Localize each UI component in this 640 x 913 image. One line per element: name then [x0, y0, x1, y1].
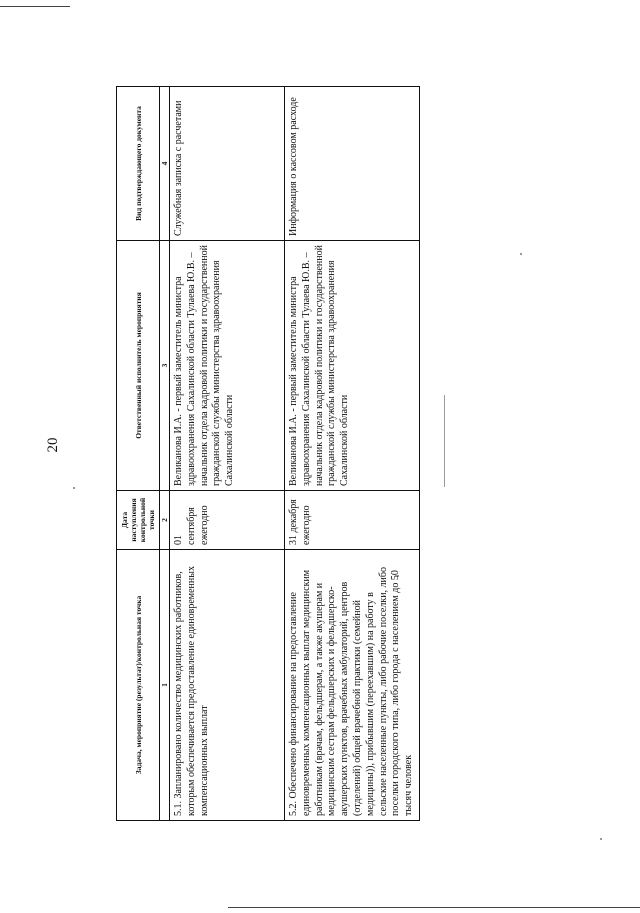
scan-edge-bottom: [228, 907, 640, 908]
scan-speck: [520, 253, 522, 255]
page-number: 20: [45, 437, 61, 453]
column-number: 1: [160, 550, 170, 821]
document-cell: Информация о кассовом расходе: [285, 87, 420, 241]
date-cell: 01 сентября ежегодно: [170, 491, 285, 550]
column-number: 3: [160, 241, 170, 491]
rotated-table-container: [116, 87, 415, 821]
scan-speck: [73, 487, 75, 489]
header-row: [117, 87, 160, 821]
table-row: [285, 87, 420, 821]
scan-edge-top: [0, 6, 70, 7]
header-document: Вид подтверждающего документа: [117, 87, 160, 241]
scan-mark: [444, 395, 445, 487]
column-number-row: [160, 87, 170, 821]
table-row: [170, 87, 285, 821]
executor-cell: Великанова И.А. - первый заместитель министра здравоохранения Сахалинской области Тулаева Ю.В. – начальник отдела кадровой политики и государственной гражданской службы министерства здравоохранения Сахалинской области: [170, 241, 285, 491]
date-cell: 31 декабря ежегодно: [285, 491, 420, 550]
header-executor: Ответственный исполнитель мероприятия: [117, 241, 160, 491]
header-date: Дата наступления контрольной точки: [117, 491, 160, 550]
scan-speck: [600, 838, 602, 840]
header-task: Задача, мероприятие (результат)/контрольная точка: [117, 550, 160, 821]
column-number: 2: [160, 491, 170, 550]
task-cell: 5.1. Запланировано количество медицинских работников, которым обеспечивается предоставление единовременных компенсационных выплат: [170, 550, 285, 821]
measures-table: [116, 86, 420, 821]
executor-cell: Великанова И.А. - первый заместитель министра здравоохранения Сахалинской области Тулаева Ю.В. – начальник отдела кадровой политики и государственной гражданской службы министерства здравоохранения Сахалинской области: [285, 241, 420, 491]
document-cell: Служебная записка с расчетами: [170, 87, 285, 241]
column-number: 4: [160, 87, 170, 241]
task-cell: 5.2. Обеспечено финансирование на предоставление единовременных компенсационных выплат медицинским работникам (врачам, фельдшерам, а также акушерам и медицинским сестрам фельдшерских и фельдшерско-акушерских пунктов, врачебных амбулаторий, центров (отделений) общей врачебной практики (семейной медицины)), прибывшим (переехавшим) на работу в сельские населенные пункты, либо рабочие поселки, либо поселки городского типа, либо города с населением до 50 тысяч человек: [285, 550, 420, 821]
